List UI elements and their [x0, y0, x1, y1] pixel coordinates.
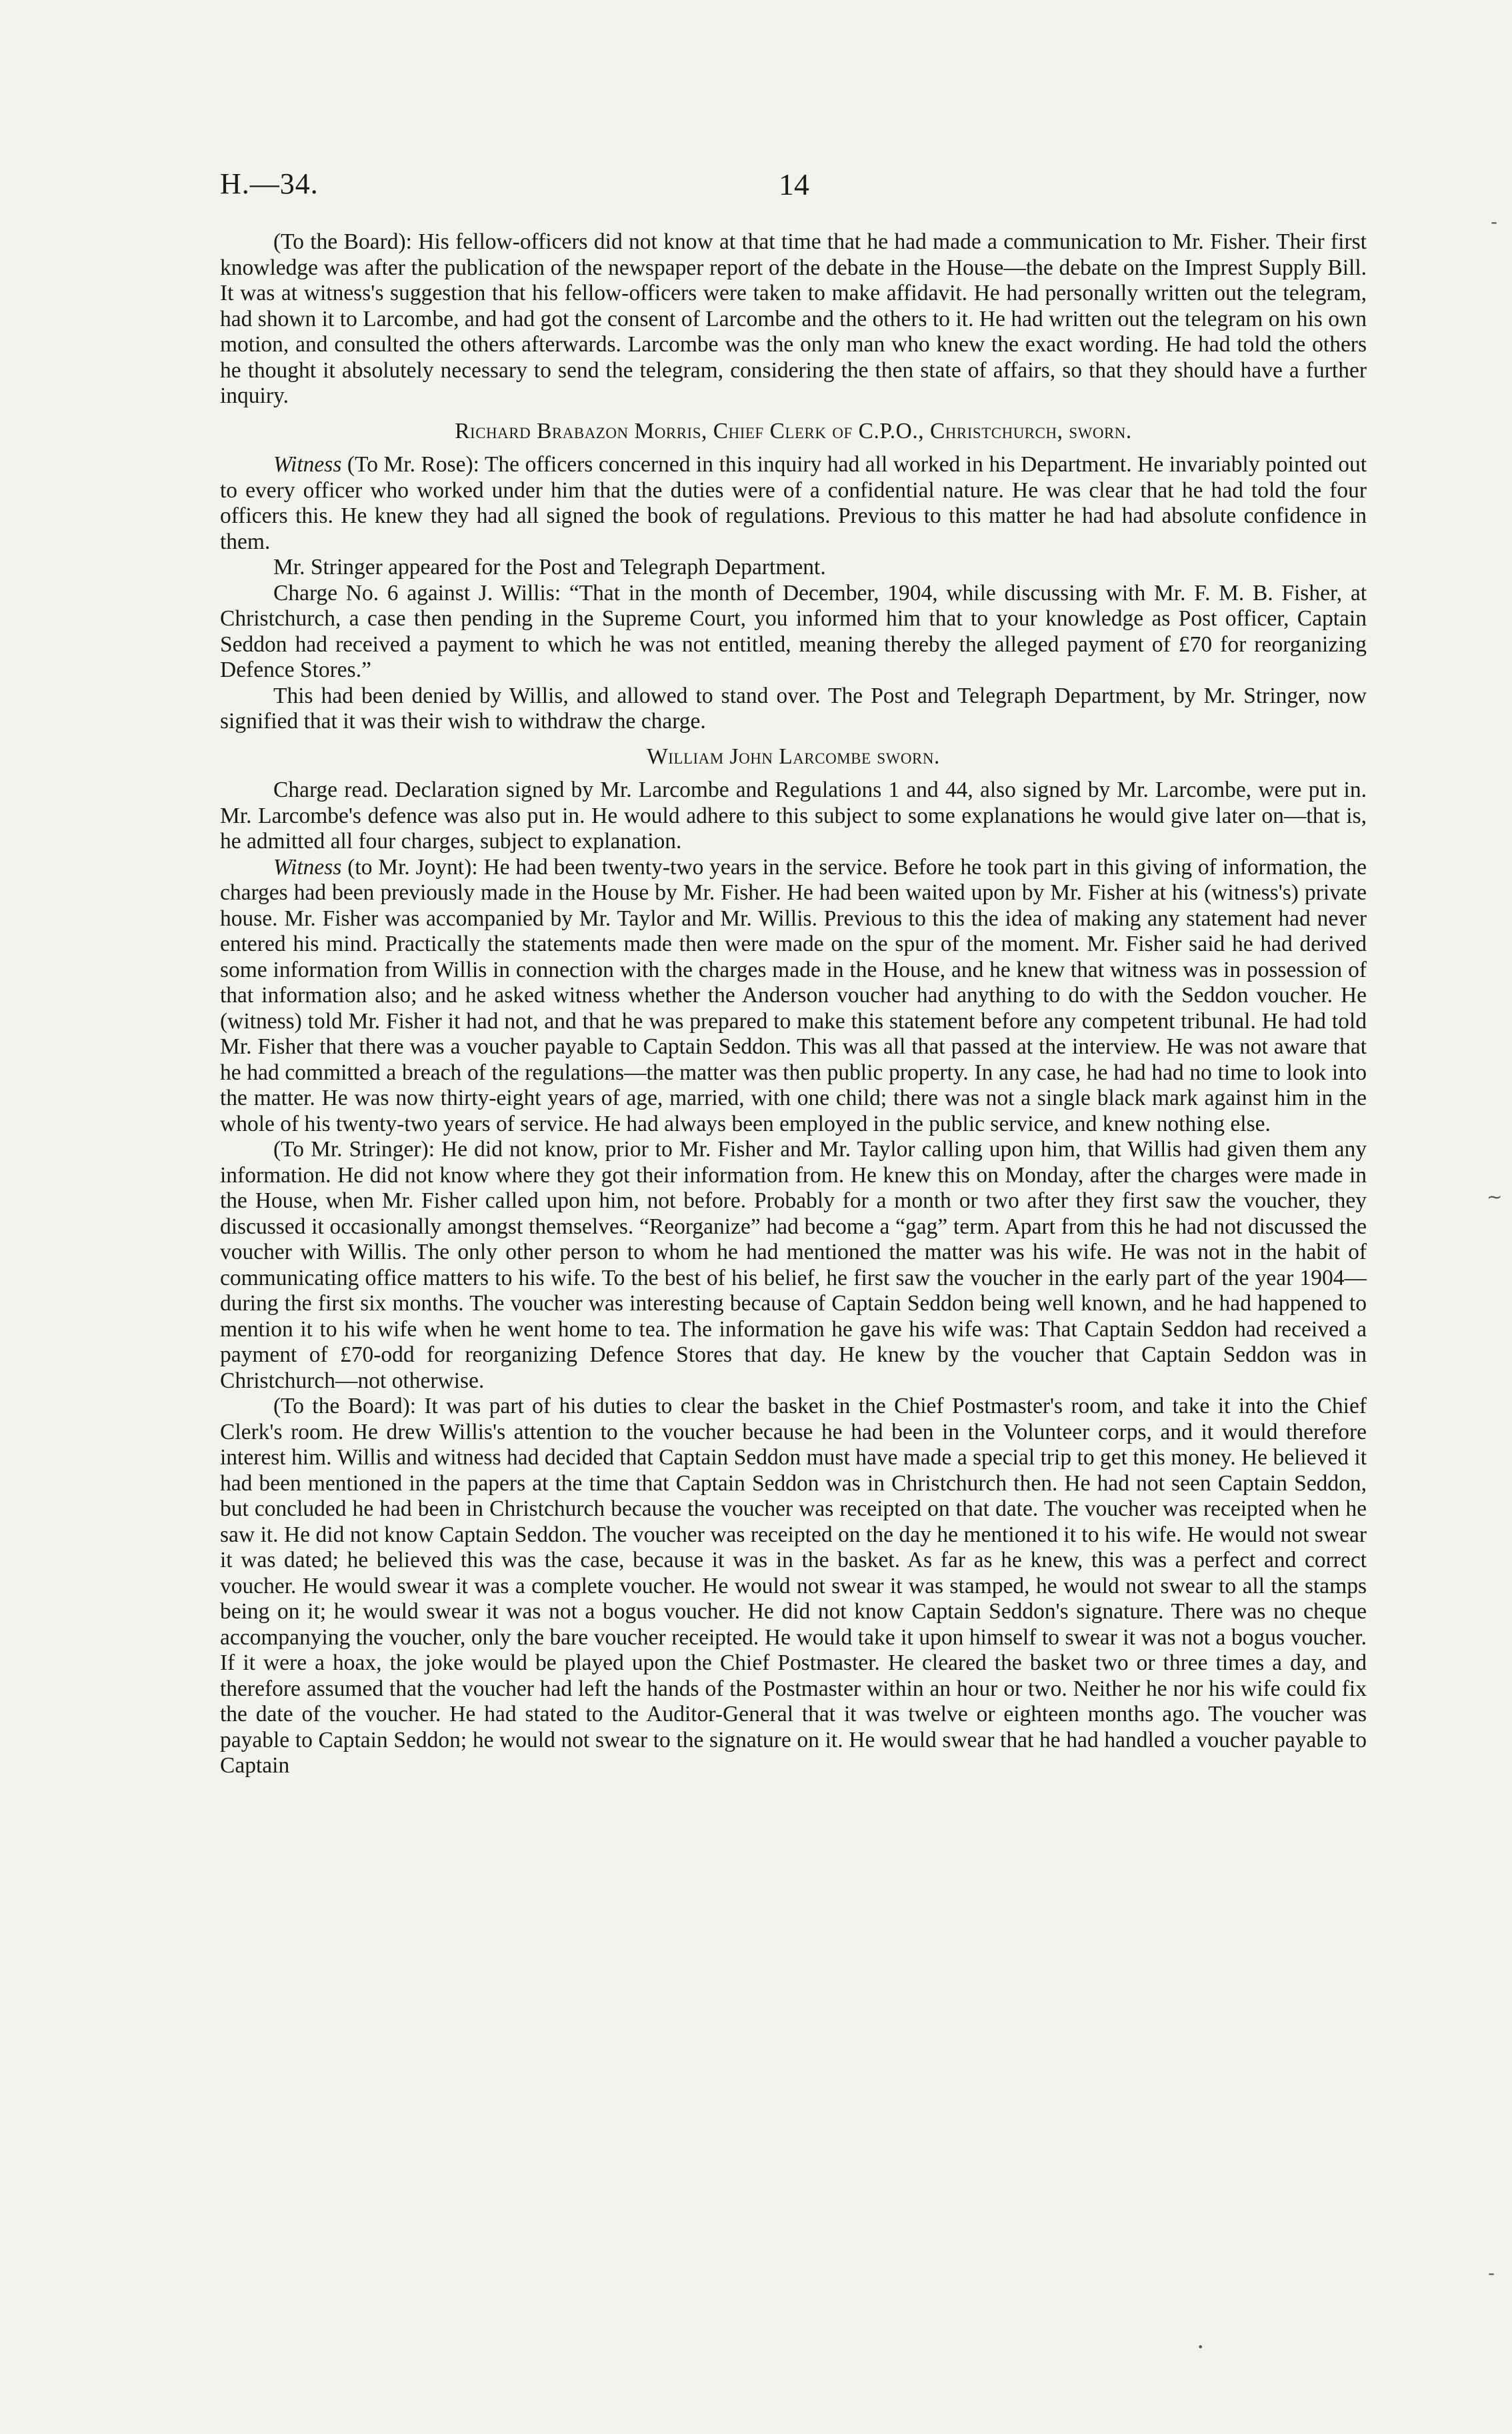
paragraph-text: (To the Board): His fellow-officers did not know at that time that he had made a communication to Mr. Fisher. Their first knowledge was after the publication of the newspaper report of the debate in the House—the debate on the Imprest Supply Bill. It was at witness's suggestion that his fellow-officers were taken to make affidavit. He had personally written out the telegram, had shown it to Larcombe, and had got the consent of Larcombe and the others to it. He had written out the telegram on his own motion, and consulted the others afterwards. Larcombe was the only man who knew the exact wording. He had told the others he thought it absolutely necessary to send the telegram, considering the then state of affairs, so that they should have a further inquiry.	[220, 229, 1367, 408]
heading-text: William John Larcombe sworn.	[647, 744, 940, 769]
paragraph-stringer-appearance	[220, 555, 1367, 581]
scan-edge-mark: -	[1488, 2262, 1495, 2284]
witness-heading-morris	[220, 419, 1367, 445]
paragraph-text: (To Mr. Stringer): He did not know, prior to Mr. Fisher and Mr. Taylor calling upon him, that Willis had given them any information. He did not know where they got their information from. He knew this on Monday, after the charges were made in the House, when Mr. Fisher called upon him, not before. Probably for a month or two after they first saw the voucher, they discussed it occasionally amongst themselves. “Reorganize” had become a “gag” term. Apart from this he had not discussed the voucher with Willis. The only other person to whom he had mentioned the matter was his wife. He was not in the habit of communicating office matters to his wife. To the best of his belief, he first saw the voucher in the early part of the year 1904—during the first six months. The voucher was interesting because of Captain Seddon being well known, and he had happened to mention it to his wife when he went home to tea. The information he gave his wife was: That Captain Seddon had received a payment of £70-odd for reorganizing Defence Stores that day. He knew by the voucher that Captain Seddon was in Christchurch—not otherwise.	[220, 1137, 1367, 1393]
paragraph-larcombe-board	[220, 1394, 1367, 1779]
page-number: 14	[779, 167, 809, 201]
paragraph-text: (To Mr. Rose): The officers concerned in this inquiry had all worked in his Department. He invariably pointed out to every officer who worked under him that the duties were of a confidential nature. He was clear that he had told the four officers this. He knew they had all signed the book of regulations. Previous to this matter he had had absolute confidence in them.	[220, 452, 1367, 554]
paragraph-charge-six	[220, 581, 1367, 684]
scan-edge-mark: ~	[1487, 1186, 1503, 1208]
paragraph-text: This had been denied by Willis, and allowed to stand over. The Post and Telegraph Department, by Mr. Stringer, now signified that it was their wish to withdraw the charge.	[220, 683, 1367, 734]
paragraph-text: Mr. Stringer appeared for the Post and Telegraph Department.	[273, 555, 826, 579]
witness-heading-larcombe	[220, 744, 1367, 770]
witness-label: Witness	[273, 854, 342, 880]
paragraph-text: Charge No. 6 against J. Willis: “That in the month of December, 1904, while discussing with Mr. F. M. B. Fisher, at Christchurch, a case then pending in the Supreme Court, you informed him that to your knowledge as Post officer, Captain Seddon had received a payment to which he was not entitled, meaning thereby the alleged payment of £70 for reorganizing Defence Stores.”	[220, 580, 1367, 682]
paragraph-charge-withdrawn	[220, 684, 1367, 735]
witness-label: Witness	[273, 452, 342, 477]
scan-edge-mark: -	[1491, 211, 1498, 233]
page-header	[220, 167, 1367, 207]
paragraph-text: (to Mr. Joynt): He had been twenty-two years in the service. Before he took part in this giving of information, the charges had been previously made in the House by Mr. Fisher. He had been waited upon by Mr. Fisher at his (witness's) private house. Mr. Fisher was accompanied by Mr. Taylor and Mr. Willis. Previous to this the idea of making any statement had never entered his mind. Practically the statements made then were made on the spur of the moment. Mr. Fisher said he had derived some information from Willis in connection with the charges made in the House, and he knew that witness was in possession of that information also; and he asked witness whether the Anderson voucher had anything to do with the Seddon voucher. He (witness) told Mr. Fisher it had not, and that he was prepared to make this statement before any competent tribunal. He had told Mr. Fisher that there was a voucher payable to Captain Seddon. This was all that passed at the interview. He was not aware that he had committed a breach of the regulations—the matter was then public property. In any case, he had had no time to look into the matter. He was now thirty-eight years of age, married, with one child; there was not a single black mark against him in the whole of his twenty-two years of service. He had always been employed in the public service, and knew nothing else.	[220, 854, 1367, 1136]
paragraph-charge-read	[220, 778, 1367, 855]
paragraph-text: (To the Board): It was part of his duties to clear the basket in the Chief Postmaster's room, and take it into the Chief Clerk's room. He drew Willis's attention to the voucher because he had been in the Volunteer corps, and it would therefore interest him. Willis and witness had decided that Captain Seddon must have made a special trip to get this money. He believed it had been mentioned in the papers at the time that Captain Seddon was in Christchurch then. He had not seen Captain Seddon, but concluded he had been in Christchurch because the voucher was receipted on that date. The voucher was receipted when he saw it. He did not know Captain Seddon. The voucher was receipted on the day he mentioned it to his wife. He would not swear it was dated; he believed this was the case, because it was in the basket. As far as he knew, this was a perfect and correct voucher. He would swear it was a complete voucher. He would not swear it was stamped, he would not swear to all the stamps being on it; he would swear it was not a bogus voucher. He did not know Captain Seddon's signature. There was no cheque accompanying the voucher, only the bare voucher receipted. He would take it upon himself to swear it was not a bogus voucher. If it were a hoax, the joke would be played upon the Chief Postmaster. He cleared the basket two or three times a day, and therefore assumed that the voucher had left the hands of the Postmaster within an hour or two. Neither he nor his wife could fix the date of the voucher. He had stated to the Auditor-General that it was twelve or eighteen months ago. The voucher was payable to Captain Seddon; he would not swear to the signature on it. He would swear that he had handled a voucher payable to Captain	[220, 1394, 1367, 1778]
paragraph-morris-testimony	[220, 452, 1367, 555]
paragraph-text: Charge read. Declaration signed by Mr. Larcombe and Regulations 1 and 44, also signed by Mr. Larcombe, were put in. Mr. Larcombe's defence was also put in. He would adhere to this subject to some explanations he would give later on—that is, he admitted all four charges, subject to explanation.	[220, 778, 1367, 854]
heading-text: Richard Brabazon Morris, Chief Clerk of C.P.O., Christchurch, sworn.	[455, 418, 1132, 443]
scan-dot-mark: •	[1197, 2341, 1204, 2353]
paragraph-board-statement	[220, 229, 1367, 409]
paragraph-larcombe-stringer	[220, 1137, 1367, 1394]
paragraph-larcombe-joynt	[220, 855, 1367, 1138]
document-reference: H.—34.	[220, 167, 319, 200]
document-body	[220, 229, 1367, 1779]
